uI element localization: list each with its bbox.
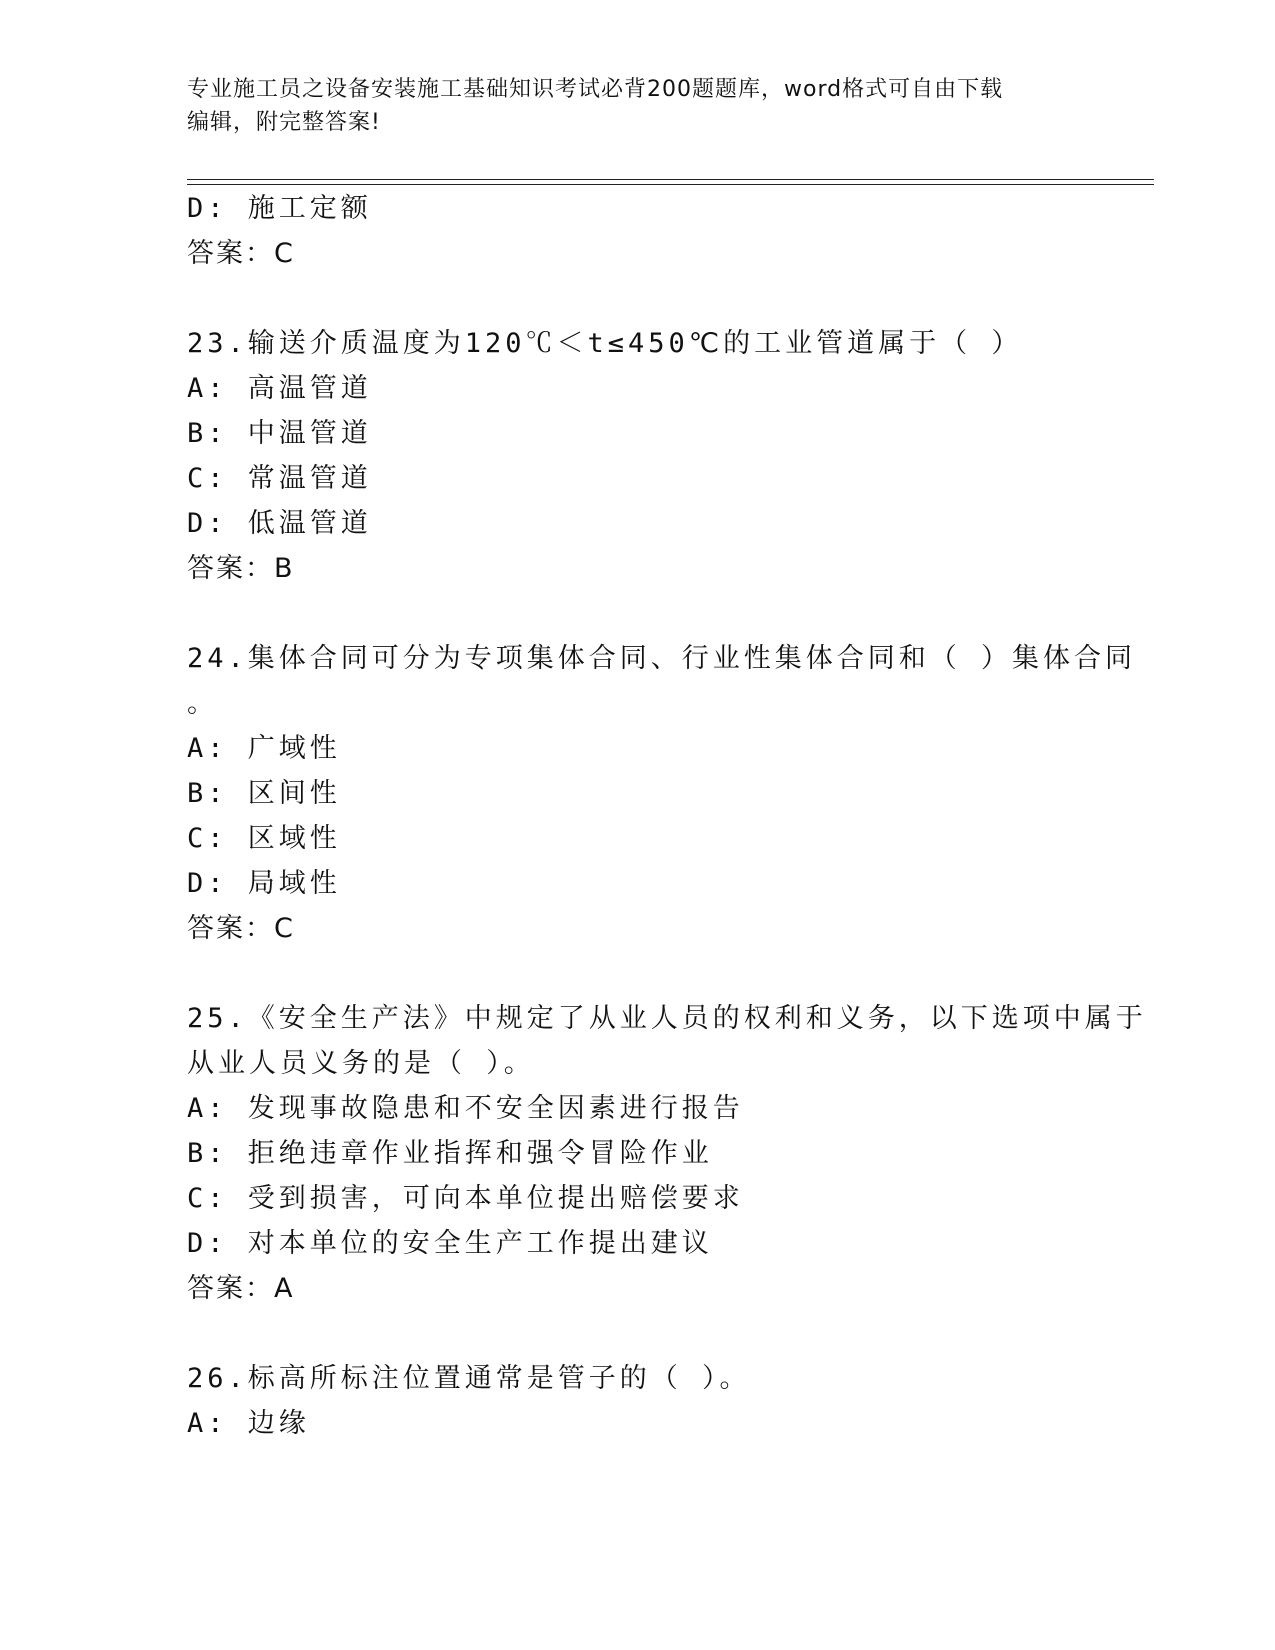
answer-line: 答案：A [187,1273,295,1304]
option-a: A: 发现事故隐患和不安全因素进行报告 [187,1093,744,1124]
option-c: C: 受到损害，可向本单位提出赔偿要求 [187,1183,744,1214]
option-a: A: 广域性 [187,733,341,764]
answer-line: 答案：C [187,913,295,944]
answer-line: 答案：C [187,238,295,269]
option-c: C: 常温管道 [187,463,372,494]
option-d: D: 施工定额 [187,193,372,224]
question-24: 24.集体合同可分为专项集体合同、行业性集体合同和（ ）集体合同 [187,643,1137,674]
question-25: 25.《安全生产法》中规定了从业人员的权利和义务，以下选项中属于 [187,1003,1147,1034]
answer-line: 答案：B [187,553,295,584]
option-b: B: 拒绝违章作业指挥和强令冒险作业 [187,1138,713,1169]
header-divider-top [187,179,1154,180]
option-d: D: 低温管道 [187,508,372,539]
header-line-2: 编辑，附完整答案! [187,110,381,135]
question-23: 23.输送介质温度为120℃＜t≤450℃的工业管道属于（ ） [187,328,1023,359]
option-d: D: 对本单位的安全生产工作提出建议 [187,1228,713,1259]
option-a: A: 边缘 [187,1408,310,1439]
option-b: B: 中温管道 [187,418,372,449]
header-divider-bottom [187,184,1154,185]
option-c: C: 区域性 [187,823,341,854]
option-d: D: 局域性 [187,868,341,899]
option-b: B: 区间性 [187,778,341,809]
question-25-continued: 从业人员义务的是（ ）。 [187,1048,535,1079]
question-26: 26.标高所标注位置通常是管子的（ ）。 [187,1363,751,1394]
document-header [187,73,1087,139]
header-line-1: 专业施工员之设备安装施工基础知识考试必背200题题库，word格式可自由下载 [187,77,1004,102]
option-a: A: 高温管道 [187,373,372,404]
question-24-continued: 。 [187,688,218,719]
